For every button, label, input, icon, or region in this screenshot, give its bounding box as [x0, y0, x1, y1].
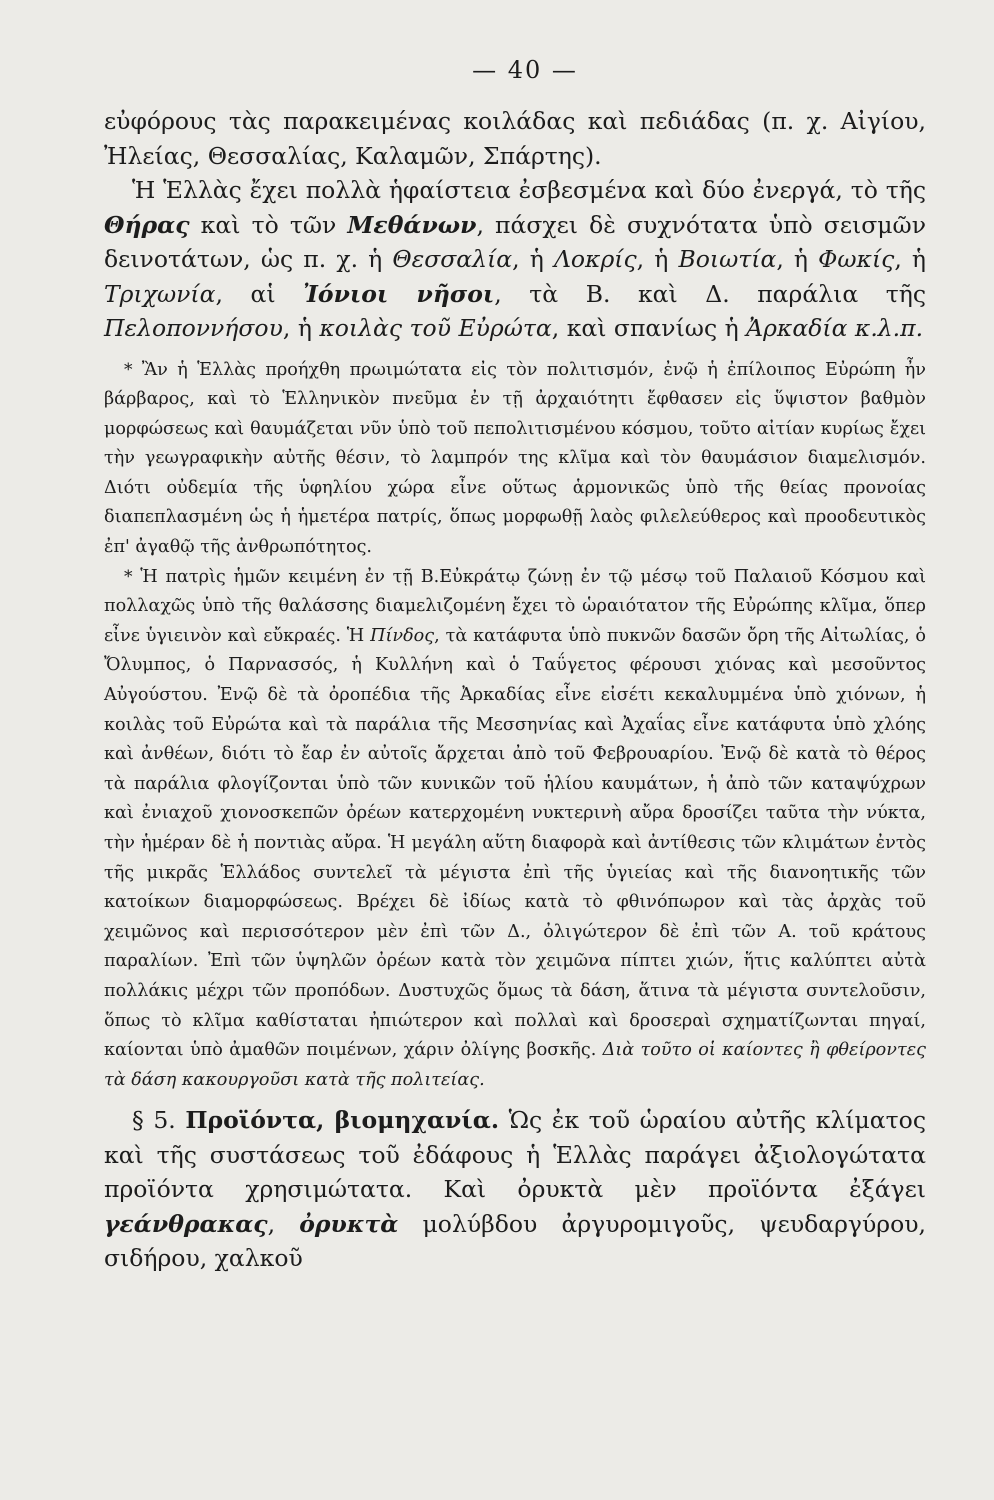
text: Ἡ Ἑλλὰς ἔχει πολλὰ ἡφαίστεια ἐσβεσμένα καὶ δύο ἐνεργά, τὸ τῆς	[132, 176, 926, 204]
text: , ἡ	[894, 245, 927, 273]
place-peloponnese: Πελοποννήσου	[104, 314, 283, 342]
text: μολύβδου ἀργυρομιγοῦς, ψευδαργύρου, σιδήρου, χαλκοῦ	[104, 1209, 926, 1273]
place-ionian-islands: Ἰόνιοι νῆσοι	[303, 279, 495, 308]
page-number: — 40 —	[472, 56, 578, 84]
place-lokris: Λοκρίς	[553, 245, 637, 273]
text: ,	[267, 1209, 300, 1238]
text: , ἡ	[282, 314, 320, 342]
place-boiotia: Βοιωτία	[678, 245, 777, 273]
place-methana: Μεθάνων	[347, 210, 477, 239]
place-fokis: Φωκίς	[818, 245, 895, 273]
note-climate	[104, 563, 926, 1096]
place-thera: Θήρας	[104, 210, 190, 239]
term-orykta: ὀρυκτὰ	[299, 1209, 399, 1238]
text: , τὰ Β. καὶ Δ. παράλια τῆς	[494, 279, 926, 308]
note-mark: *	[124, 359, 133, 380]
text: , ἡ	[776, 245, 819, 273]
paragraph-continued: εὐφόρους τὰς παρακειμένας κοιλάδας καὶ πεδιάδας (π. χ. Αἰγίου, Ἠλείας, Θεσσαλίας, Καλαμῶν, Σπάρτης).	[104, 107, 926, 170]
text: , αἱ	[215, 279, 304, 308]
text: Ὡς ἐκ τοῦ ὡραίου αὐτῆς κλίματος καὶ τῆς συστάσεως τοῦ ἐδάφους ἡ Ἑλλὰς παράγει ἀξιολογώτατα προϊόντα χρησιμώτατα. Καὶ ὀρυκτὰ μὲν προϊόντα ἐξάγει	[104, 1106, 926, 1204]
text: , καὶ σπανίως ἡ	[551, 314, 747, 342]
section-heading: Προϊόντα, βιομηχανία.	[185, 1106, 499, 1135]
note-text: Ἡ πατρὶς ἡμῶν κειμένη ἐν τῇ Β.Εὐκράτῳ ζώνῃ ἐν τῷ μέσῳ τοῦ Παλαιοῦ Κόσμου καὶ πολλαχῶς ὑπὸ τῆς θαλάσσης διαμελιζομένη ἔχει τὸ ὡραιότατον τῆς Εὐρώπης κλῖμα, ὅπερ εἶνε ὑγιεινὸν καὶ εὔκραές. Ἡ	[104, 566, 926, 646]
place-arkadia: Ἀρκαδία κ.λ.π.	[746, 314, 924, 342]
note-text: Ἂν ἡ Ἑλλὰς προήχθη πρωιμώτατα εἰς τὸν πολιτισμόν, ἐνῷ ἡ ἐπίλοιπος Εὐρώπη ἦν βάρβαρος, καὶ τὸ Ἑλληνικὸν πνεῦμα ἐν τῇ ἀρχαιότητι ἔφθασεν εἰς ὕψιστον βαθμὸν μορφώσεως καὶ θαυμάζεται νῦν ὑπὸ τοῦ πεπολιτισμένου κόσμου, τοῦτο αἰτίαν κυρίως ἔχει τὴν γεωγραφικὴν αὐτῆς θέσιν, τὸ λαμπρόν της κλῖμα καὶ τὸν θαυμάσιον διαμελισμόν. Διότι οὐδεμία τῆς ὑφηλίου χώρα εἶνε οὕτως ἁρμονικῶς ὑπὸ τῆς θείας προνοίας διαπεπλασμένη ὡς ἡ ἡμετέρα πατρίς, ὅπως μορφωθῇ λαὸς φιλελεύθερος καὶ προοδευτικὸς ἐπ' ἀγαθῷ τῆς ἀνθρωπότητος.	[104, 359, 927, 558]
place-pindos: Πίνδος	[370, 625, 435, 646]
note-mark: *	[124, 566, 133, 587]
text: καὶ τὸ τῶν	[189, 210, 348, 239]
text: , ἡ	[512, 245, 554, 273]
place-thessalia: Θεσσαλία	[392, 245, 513, 273]
note-closing: Διὰ τοῦτο οἱ καίοντες ἢ φθείροντες τὰ δάση κακουργοῦσι κατὰ τῆς πολιτείας.	[104, 1040, 926, 1090]
section-number: § 5.	[132, 1106, 176, 1135]
text: , πάσχει δὲ συχνότατα ὑπὸ σεισμῶν δεινοτάτων, ὡς π. χ. ἡ	[104, 210, 926, 273]
paragraph-volcanoes	[104, 173, 926, 346]
note-text: , τὰ κατάφυτα ὑπὸ πυκνῶν δασῶν ὄρη τῆς Αἰτωλίας, ὁ Ὄλυμπος, ὁ Παρνασσός, ἡ Κυλλήνη καὶ ὁ Ταΰγετος φέρουσι χιόνας καὶ μεσοῦντος Αὐγούστου. Ἐνῷ δὲ τὰ ὀροπέδια τῆς Ἀρκαδίας εἶνε εἰσέτι κεκαλυμμένα ὑπὸ χιόνων, ἡ κοιλὰς τοῦ Εὐρώτα καὶ τὰ παράλια τῆς Μεσσηνίας καὶ Ἀχαΐας εἶνε κατάφυτα ὑπὸ χλόης καὶ ἀνθέων, διότι τὸ ἔαρ ἐν αὐτοῖς ἄρχεται ἀπὸ τοῦ Φεβρουαρίου. Ἐνῷ δὲ κατὰ τὸ θέρος τὰ παράλια φλογίζονται ὑπὸ τῶν κυνικῶν τοῦ ἡλίου καυμάτων, ἡ ἀπὸ τῶν καταψύχρων καὶ ἐνιαχοῦ χιονοσκεπῶν ὀρέων κατερχομένη νυκτερινὴ αὔρα δροσίζει ταῦτα τὴν νύκτα, τὴν ἡμέραν δὲ ἡ ποντιὰς αὔρα. Ἡ μεγάλη αὕτη διαφορὰ καὶ ἀντίθεσις τῶν κλιμάτων ἐντὸς τῆς μικρᾶς Ἑλλάδος συντελεῖ τὰ μέγιστα ἐπὶ τῆς ὑγιείας καὶ τῆς διανοητικῆς τῶν κατοίκων διαμορφώσεως. Βρέχει δὲ ἰδίως κατὰ τὸ φθινόπωρον καὶ τὰς ἀρχὰς τοῦ χειμῶνος καὶ περισσότερον μὲν ἐπὶ τῶν Δ., ὀλιγώτερον δὲ ἐπὶ τῶν Α. τοῦ κράτους παραλίων. Ἐπὶ τῶν ὑψηλῶν ὀρέων κατὰ τὸν χειμῶνα πίπτει χιών, ἥτις καλύπτει αὐτὰ πολλάκις μέχρι τῶν προπόδων. Δυστυχῶς ὅμως τὰ δάση, ἅτινα τὰ μέγιστα συντελοῦσιν, ὅπως τὸ κλῖμα καθίσταται ἠπιώτερον καὶ πολλαὶ καὶ δροσεραὶ σχηματίζωνται πηγαί, καίονται ὑπὸ ἀμαθῶν ποιμένων, χάριν ὀλίγης βοσκῆς.	[104, 625, 926, 1061]
term-geanthrakas: γεάνθρακας	[104, 1209, 268, 1238]
place-eurotas-valley: κοιλὰς τοῦ Εὐρώτα	[319, 314, 552, 342]
place-trichonia: Τριχωνία	[104, 279, 216, 308]
text: , ἡ	[636, 245, 679, 273]
note-civilization	[104, 356, 926, 563]
section-5-paragraph	[104, 1103, 926, 1276]
